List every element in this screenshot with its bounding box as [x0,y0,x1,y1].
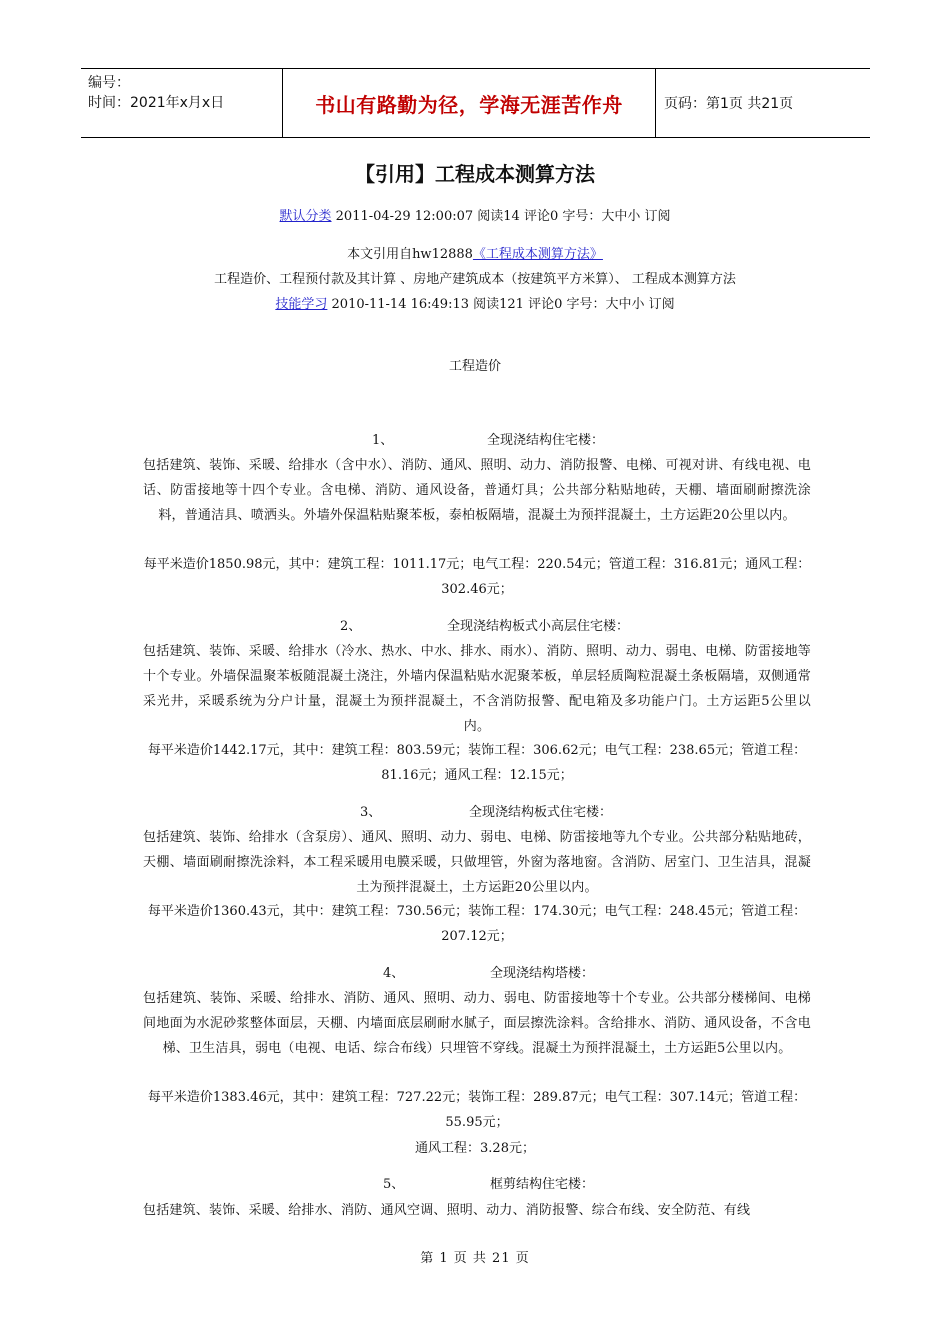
section-description-5: 包括建筑、装饰、采暖、给排水、消防、通风空调、照明、动力、消防报警、综合布线、安全防范、有线 [143,1203,751,1218]
category-link-default[interactable]: 默认分类 [279,209,332,224]
quote-line [0,245,950,265]
quote-summary: 工程造价、工程预付款及其计算 、房地产建筑成本（按建筑平方米算）、 工程成本测算方法 [214,272,736,287]
code-label: 编号： [88,75,130,91]
document-title: 【引用】工程成本测算方法 [355,162,595,186]
quote-article-link[interactable]: 《工程成本测算方法》 [472,247,603,262]
section-title: 全现浇结构塔楼： [490,966,595,981]
section-number: 2、 [340,619,362,634]
section-heading: 工程造价 [448,359,501,374]
section-price-1: 每平米造价1850.98元，其中：建筑工程：1011.17元；电气工程：220.54元；管道工程：316.81元；通风工程：302.46元； [143,557,811,597]
section-price-2: 每平米造价1442.17元，其中：建筑工程：803.59元；装饰工程：306.62元；电气工程：238.65元；管道工程：81.16元；通风工程：12.15元； [147,743,807,783]
section-number: 5、 [383,1177,405,1192]
section-title: 全现浇结构板式住宅楼： [469,805,613,820]
section-price-3: 每平米造价1360.43元，其中：建筑工程：730.56元；装饰工程：174.30元；电气工程：248.45元；管道工程：207.12元； [147,904,807,944]
header-left-cell [81,69,282,137]
meta-info-1: 2011-04-29 12:00:07 阅读14 评论0 字号：大中小 订阅 [331,209,671,224]
section-number: 3、 [360,805,382,820]
section-title: 全现浇结构板式小高层住宅楼： [447,619,630,634]
category-link-skill[interactable]: 技能学习 [275,297,328,312]
page-footer: 第 1 页 共 21 页 [420,1251,530,1266]
section-number: 4、 [383,966,405,981]
header-slogan: 书山有路勤为径，学海无涯苦作舟 [282,69,656,137]
quote-prefix: 本文引用自hw12888 [347,247,473,262]
time-label: 时间：2021年x月x日 [88,95,225,111]
section-description-1: 包括建筑、装饰、采暖、给排水（含中水）、消防、通风、照明、动力、消防报警、电梯、可视对讲、有线电视、电话、防雷接地等十四个专业。含电梯、消防、通风设备，普通灯具；公共部分粘贴地砖，天棚、墙面刷耐擦洗涂料，普通洁具、喷洒头。外墙外保温粘贴聚苯板，泰柏板隔墙，混凝土为预拌混凝土，土方运距20公里以内。 [143,458,811,523]
section-number: 1、 [372,433,394,448]
section-description-2: 包括建筑、装饰、采暖、给排水（冷水、热水、中水、排水、雨水）、消防、照明、动力、弱电、电梯、防雷接地等十个专业。外墙保温聚苯板随混凝土浇注，外墙内保温粘贴水泥聚苯板，单层轻质陶粒混凝土条板隔墙，双侧通常采光井，采暖系统为分户计量，混凝土为预拌混凝土，不含消防报警、配电箱及多功能户门。土方运距5公里以内。 [143,644,811,734]
page-header [81,68,870,138]
section-title: 全现浇结构住宅楼： [487,433,605,448]
section-title: 框剪结构住宅楼： [490,1177,595,1192]
meta-info-2: 2010-11-14 16:49:13 阅读121 评论0 字号：大中小 订阅 [327,297,675,312]
section-price-4-extra: 通风工程：3.28元； [415,1141,535,1156]
section-price-4: 每平米造价1383.46元，其中：建筑工程：727.22元；装饰工程：289.87元；电气工程：307.14元；管道工程：55.95元； [147,1090,807,1130]
header-page-info: 页码：第1页 共21页 [664,96,794,112]
meta-line-2 [0,295,950,315]
section-description-3: 包括建筑、装饰、给排水（含泵房）、通风、照明、动力、弱电、电梯、防雷接地等九个专业。公共部分粘贴地砖，天棚、墙面刷耐擦洗涂料，本工程采暖用电膜采暖，只做埋管，外窗为落地窗。含消防、居室门、卫生洁具，混凝土为预拌混凝土，土方运距20公里以内。 [143,830,811,895]
section-description-4: 包括建筑、装饰、采暖、给排水、消防、通风、照明、动力、弱电、防雷接地等十个专业。公共部分楼梯间、电梯间地面为水泥砂浆整体面层，天棚、内墙面底层刷耐水腻子，面层擦洗涂料。含给排水、消防、通风设备，不含电梯、卫生洁具，弱电（电视、电话、综合布线）只埋管不穿线。混凝土为预拌混凝土，土方运距5公里以内。 [143,991,811,1056]
meta-line-1 [0,207,950,227]
